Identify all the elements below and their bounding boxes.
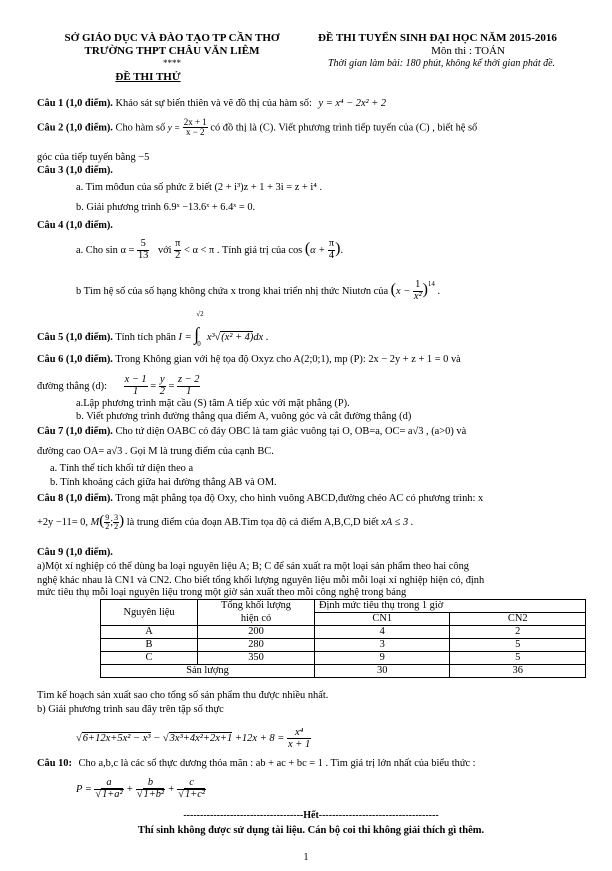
exam-title: ĐỀ THI TUYỂN SINH ĐẠI HỌC NĂM 2015-2016 xyxy=(318,32,557,44)
q8-condition: xA ≤ 3 . xyxy=(381,517,414,528)
question-6-line-2: đường thẳng (d): $\frac{x - 1}{1}$ = $\frac{y}{2}$ = $\frac{z - 2}{1}$ xyxy=(37,374,200,397)
question-7-line-2: đường cao OA= a√3 . Gọi M là trung điểm của cạnh BC. xyxy=(37,446,274,457)
table-cell: 280 xyxy=(198,639,315,652)
question-7 xyxy=(37,426,466,438)
question-5-text: Tính tích phân xyxy=(115,332,176,343)
question-9-part-b: b) Giải phương trình sau đây trên tập số thực xyxy=(37,704,224,715)
question-1-formula: y = x⁴ − 2x² + 2 xyxy=(318,98,387,109)
question-8-text: Trong mặt phẳng tọa độ Oxy, cho hình vuông ABCD,đường chéo AC có phương trình: x xyxy=(115,493,484,504)
table-cell: C xyxy=(101,652,198,665)
integral-lower: 0 xyxy=(197,340,201,348)
table-footer-label: Sản lượng xyxy=(101,665,315,678)
table-cell: 200 xyxy=(198,626,315,639)
table-cell: 5 xyxy=(450,639,586,652)
table-cell: 3 xyxy=(315,639,450,652)
q4a-num3: π xyxy=(328,238,335,249)
table-header-material: Nguyên liệu xyxy=(101,600,198,626)
school-name: TRƯỜNG THPT CHÂU VĂN LIÊM xyxy=(84,45,260,57)
question-5-label: Câu 5 (1,0 điểm). xyxy=(37,332,113,343)
question-8-line-2: +2y −11= 0, M( $\frac{9}{2}$ ; $\frac{3}{2}$ ) là trung điểm của đoạn AB.Tìm tọa độ cả điểm A,B,C,D biết xA ≤ 3 . xyxy=(37,512,414,532)
question-5: Câu 5 (1,0 điểm). Tính tích phân I = √2 ∫ 0 x³√(x² + 4)dx . xyxy=(37,310,269,348)
q6-line-text: đường thẳng (d): xyxy=(37,380,107,392)
table-row xyxy=(101,626,586,639)
q4a-text: a. Cho sin α = xyxy=(76,244,135,256)
question-2-denominator: x − 2 xyxy=(185,127,205,138)
table-header-rate: Định mức tiêu thụ trong 1 giờ xyxy=(315,600,586,613)
question-10-expression: P = $\frac{a}{\text{√1+a²}}$ + $\frac{b}{\text{√1+b²}}$ + $\frac{c}{\text{√1+c²}}$ xyxy=(76,777,205,800)
question-7-part-b: b. Tính khoảng cách giữa hai đường thẳng AB và OM. xyxy=(50,477,277,488)
table-row xyxy=(101,639,586,652)
q8-line2: +2y −11= 0, xyxy=(37,517,88,528)
exam-type-title: ĐỀ THI THỬ xyxy=(115,71,181,83)
q4b-text: b Tìm hệ số của số hạng không chứa x trong khai triển nhị thức Niutơn của xyxy=(76,285,389,297)
q4a-with: với xyxy=(157,244,172,256)
resource-table xyxy=(100,599,586,678)
department-name: SỞ GIÁO DỤC VÀ ĐÀO TẠO TP CẦN THƠ xyxy=(64,32,280,44)
question-1 xyxy=(37,98,386,110)
table-header-cn2: CN2 xyxy=(450,613,586,626)
question-3-part-a: a. Tìm môđun của số phức z̄ biết (2 + i³)z + 1 + 3i = z + i⁴ . xyxy=(76,182,323,193)
integral-upper: √2 xyxy=(196,310,204,318)
table-header-total: Tổng khối lượng xyxy=(198,600,315,613)
question-9-label: Câu 9 (1,0 điểm). xyxy=(37,547,113,558)
q4a-text2: < α < π . Tính giá trị của cos xyxy=(184,244,303,256)
table-cell: 4 xyxy=(315,626,450,639)
question-2-line-2: góc của tiếp tuyến bằng −5 xyxy=(37,152,150,163)
header-stars: **** xyxy=(163,58,181,68)
question-1-text: Khảo sát sự biến thiên và vẽ đồ thị của hàm số: xyxy=(115,98,312,109)
question-4-part-b: b Tìm hệ số của số hạng không chứa x trong khai triển nhị thức Niutơn của (x − $\frac{1}{\text{x²}}$ )$^{14}$ . xyxy=(76,279,441,302)
question-2-label: Câu 2 (1,0 điểm). xyxy=(37,122,113,134)
question-4-part-a: a. Cho sin α = $\frac{5}{13}$ với $\frac{\pi}{2}$ < α < π . Tính giá trị của cos (α + $\frac{\pi}{4}$ ). xyxy=(76,238,344,261)
q8-line2b: là trung điểm của đoạn AB.Tìm tọa độ cả điểm A,B,C,D biết xyxy=(126,517,379,528)
table-cell: B xyxy=(101,639,198,652)
table-footer-row xyxy=(101,665,586,678)
table-cell: 2 xyxy=(450,626,586,639)
question-9-a-line-3: mức tiêu thụ mỗi loại nguyên liệu trong một giờ sản xuất theo mỗi công nghệ trong bảng xyxy=(37,587,407,598)
page-number: 1 xyxy=(303,852,309,863)
question-2-numerator: 2x + 1 xyxy=(183,117,207,127)
question-6 xyxy=(37,354,585,366)
q4a-den: 13 xyxy=(137,249,149,261)
table-header-cn1: CN1 xyxy=(315,613,450,626)
q4a-num: 5 xyxy=(137,239,149,251)
question-8-label: Câu 8 (1,0 điểm). xyxy=(37,493,113,504)
end-marker: ------------------------------------Hết------------------------------------ xyxy=(183,810,439,821)
question-9-a-line-1: a)Một xí nghiệp có thể dùng ba loại nguyên liệu A; B; C để sản xuất ra một loại sản phẩm theo hai công xyxy=(37,561,469,572)
question-6-text: Trong Không gian với hệ tọa độ Oxyz cho A(2;0;1), mp (P): 2x − 2y + z + 1 = 0 và xyxy=(115,354,461,365)
question-9-equation: √6+12x+5x² − x³ − √3x³+4x²+2x+1 +12x + 8 = $\frac{\text{x⁴}}{x + 1}$ xyxy=(76,727,311,751)
question-2-text-b: có đồ thị là (C). Viết phương trình tiếp tuyến của (C) , biết hệ số xyxy=(210,122,478,134)
q4a-den2: 2 xyxy=(175,249,181,261)
table-cell: 9 xyxy=(315,652,450,665)
question-7-part-a: a. Tính thể tích khối tứ diện theo a xyxy=(50,463,194,474)
question-6-part-a: a.Lập phương trình mặt cầu (S) tâm A tiếp xúc với mặt phẳng (P). xyxy=(76,398,350,409)
question-1-label: Câu 1 (1,0 điểm). xyxy=(37,98,113,109)
question-7-text: Cho tứ diện OABC có đáy OBC là tam giác vuông tại O, OB=a, OC= a√3 , (a>0) và xyxy=(115,426,467,437)
question-9-a-after: Tìm kế hoạch sản xuất sao cho tổng số sản phẩm thu được nhiều nhất. xyxy=(37,690,329,701)
table-cell: 350 xyxy=(198,652,315,665)
table-cell: A xyxy=(101,626,198,639)
question-10-label: Câu 10: xyxy=(37,758,72,769)
question-4-label: Câu 4 (1,0 điểm). xyxy=(37,220,113,231)
q4a-den3: 4 xyxy=(328,249,335,261)
question-6-label: Câu 6 (1,0 điểm). xyxy=(37,354,113,365)
question-6-part-b: b. Viết phương trình đường thẳng qua điểm A, vuông góc và cắt đường thẳng (d) xyxy=(76,411,412,422)
table-header-total-2: hiện có xyxy=(198,613,315,626)
table-cell: 5 xyxy=(450,652,586,665)
question-3-label: Câu 3 (1,0 điểm). xyxy=(37,165,113,176)
footer-note: Thí sinh không được sử dụng tài liệu. Cán bộ coi thi không giải thích gì thêm. xyxy=(137,825,485,836)
time-limit: Thời gian làm bài: 180 phút, không kể thời gian phát đề. xyxy=(328,58,556,69)
table-footer-cn1: 30 xyxy=(315,665,450,678)
question-2-text-a: Cho hàm số xyxy=(115,122,166,134)
subject: Môn thi : TOÁN xyxy=(431,45,505,57)
question-8 xyxy=(37,493,483,505)
question-3-part-b: b. Giải phương trình 6.9ˣ −13.6ˣ + 6.4ˣ = 0. xyxy=(76,202,256,213)
question-10-text: Cho a,b,c là các số thực dương thỏa mãn : ab + ac + bc = 1 . Tìm giá trị lớn nhất của biểu thức : xyxy=(78,758,476,769)
q4a-num2: π xyxy=(175,238,181,249)
question-10 xyxy=(37,758,476,770)
table-footer-cn2: 36 xyxy=(450,665,586,678)
question-9-a-line-2: nghệ khác nhau là CN1 và CN2. Cho biết tổng khối lượng nguyên liệu mỗi mỗi loại xí nghiệp hiện có, định xyxy=(37,575,485,586)
q4b-exponent: 14 xyxy=(427,280,435,288)
question-2: Câu 2 (1,0 điểm). Cho hàm số y = $\frac{2x + 1}{x - 2}$ có đồ thị là (C). Viết phương trình tiếp tuyến của (C) , biết hệ số xyxy=(37,117,478,138)
table-row xyxy=(101,652,586,665)
question-7-label: Câu 7 (1,0 điểm). xyxy=(37,426,113,437)
